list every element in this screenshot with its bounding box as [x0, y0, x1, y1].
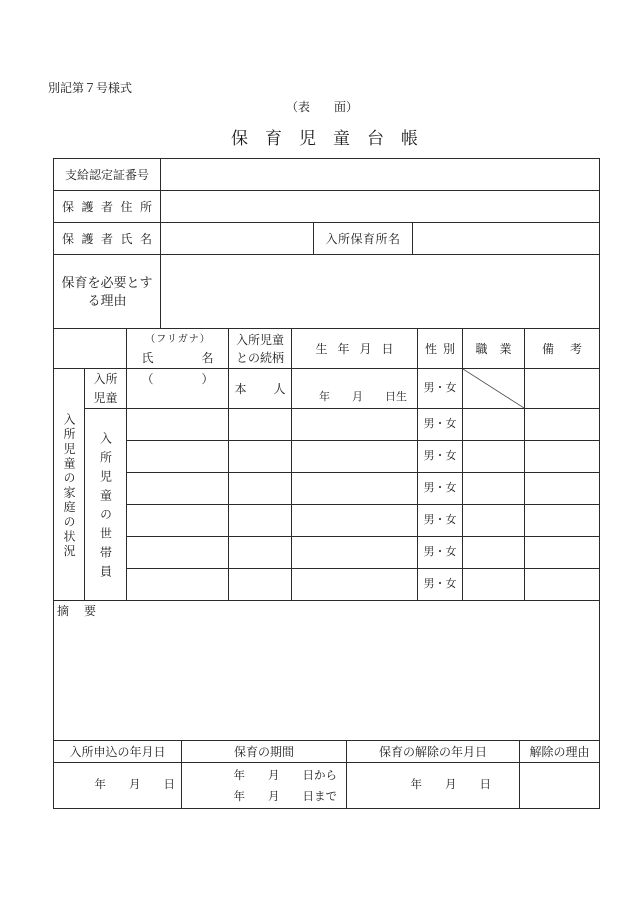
care-period-from: 年 月 日から [233, 770, 337, 782]
page-side-label: （表 面） [286, 100, 359, 114]
member-name-cell [127, 441, 229, 473]
member-gender-options: 男・女 [423, 514, 457, 526]
members-label: 入所児童の世帯員 [98, 432, 113, 584]
child-occupation-crossed-cell [463, 369, 525, 409]
member-occupation-cell [463, 569, 525, 601]
furigana-header: （フリガナ） [145, 333, 211, 345]
termination-date-cell [347, 763, 520, 809]
termination-date-header-cell [347, 741, 520, 763]
member-gender-cell [418, 537, 463, 569]
name-header-cell [127, 329, 229, 369]
care-period-header-cell [182, 741, 347, 763]
certificate-number-label: 支給認定証番号 [64, 167, 149, 182]
name-header: 氏 名 [141, 350, 214, 365]
member-birthdate-cell [292, 537, 418, 569]
member-gender-options: 男・女 [423, 418, 457, 430]
gender-header-cell [418, 329, 463, 369]
member-gender-options: 男・女 [423, 546, 457, 558]
occupation-header-cell [463, 329, 525, 369]
child-label-cell [85, 369, 127, 409]
member-gender-cell [418, 409, 463, 441]
remarks-header-cell [525, 329, 600, 369]
care-period-table [53, 741, 600, 809]
birthdate-header: 生年月日 [315, 341, 404, 356]
guardian-name-field [161, 223, 314, 255]
form-number: 別記第７号様式 [48, 81, 133, 95]
termination-reason-field [520, 763, 600, 809]
member-relation-cell [229, 441, 292, 473]
household-section-label: 入所児童の家庭の状況 [62, 412, 76, 559]
member-occupation-cell [463, 537, 525, 569]
child-label: 入所 児童 [93, 371, 118, 405]
child-relation-cell [229, 369, 292, 409]
member-relation-cell [229, 409, 292, 441]
care-reason-label-cell [54, 255, 161, 329]
guardian-name-label-cell [54, 223, 161, 255]
member-remarks-cell [525, 505, 600, 537]
termination-reason-header-cell [520, 741, 600, 763]
guardian-name-label: 保護者氏名 [61, 231, 160, 246]
care-period-cell [182, 763, 347, 809]
member-remarks-cell [525, 537, 600, 569]
page-title: 保 育 児 童 台 帳 [231, 129, 418, 148]
gender-header: 性別 [424, 341, 461, 356]
member-name-cell [127, 505, 229, 537]
nursery-name-label-cell [314, 223, 413, 255]
member-gender-options: 男・女 [423, 482, 457, 494]
member-gender-options: 男・女 [423, 578, 457, 590]
member-name-cell [127, 537, 229, 569]
care-reason-label: 保育を必要とす る理由 [61, 274, 153, 308]
relation-header-cell [229, 329, 292, 369]
application-date-header: 入所申込の年月日 [69, 744, 166, 759]
remarks-header: 備 考 [541, 341, 584, 356]
relation-header: 入所児童 との続柄 [235, 332, 284, 365]
member-birthdate-cell [292, 569, 418, 601]
child-gender-options: 男・女 [423, 382, 457, 394]
termination-date: 年 月 日 [410, 778, 491, 791]
member-name-cell [127, 409, 229, 441]
care-period-to: 年 月 日まで [233, 791, 337, 803]
member-gender-cell [418, 569, 463, 601]
child-name-parens: （ ） [141, 372, 214, 386]
guardian-address-label-cell [54, 191, 161, 223]
child-remarks-cell [525, 369, 600, 409]
member-occupation-cell [463, 473, 525, 505]
summary-table [53, 601, 600, 741]
care-reason-field [161, 255, 600, 329]
member-birthdate-cell [292, 505, 418, 537]
member-remarks-cell [525, 441, 600, 473]
member-relation-cell [229, 505, 292, 537]
member-relation-cell [229, 569, 292, 601]
member-occupation-cell [463, 441, 525, 473]
child-relation: 本 人 [234, 381, 287, 396]
certificate-number-field [161, 159, 600, 191]
application-date-cell [54, 763, 182, 809]
member-remarks-cell [525, 569, 600, 601]
household-section-label-cell [54, 369, 85, 601]
member-birthdate-cell [292, 473, 418, 505]
header-blank-cell [54, 329, 127, 369]
child-gender-cell [418, 369, 463, 409]
birthdate-header-cell [292, 329, 418, 369]
guardian-address-field [161, 191, 600, 223]
member-birthdate-cell [292, 441, 418, 473]
termination-date-header: 保育の解除の年月日 [378, 744, 487, 759]
member-relation-cell [229, 537, 292, 569]
member-relation-cell [229, 473, 292, 505]
nursery-name-label: 入所保育所名 [325, 231, 401, 246]
termination-reason-header: 解除の理由 [529, 744, 590, 759]
member-gender-options: 男・女 [423, 450, 457, 462]
members-label-cell [85, 409, 127, 601]
child-birthdate: 年 月 日生 [319, 391, 407, 403]
summary-label: 摘 要 [57, 604, 98, 618]
member-remarks-cell [525, 473, 600, 505]
member-gender-cell [418, 473, 463, 505]
application-date-header-cell [54, 741, 182, 763]
nursery-name-field [413, 223, 600, 255]
member-occupation-cell [463, 409, 525, 441]
member-gender-cell [418, 441, 463, 473]
member-birthdate-cell [292, 409, 418, 441]
certificate-number-label-cell [54, 159, 161, 191]
application-date: 年 月 日 [94, 778, 175, 791]
guardian-address-label: 保護者住所 [61, 199, 160, 214]
member-name-cell [127, 569, 229, 601]
member-name-cell [127, 473, 229, 505]
member-gender-cell [418, 505, 463, 537]
child-name-cell [127, 369, 229, 409]
child-birthdate-cell [292, 369, 418, 409]
care-period-header: 保育の期間 [233, 744, 294, 759]
occupation-header: 職 業 [475, 341, 512, 356]
summary-cell [54, 601, 600, 741]
basic-info-table [53, 158, 600, 329]
household-table [53, 329, 600, 601]
member-occupation-cell [463, 505, 525, 537]
member-remarks-cell [525, 409, 600, 441]
